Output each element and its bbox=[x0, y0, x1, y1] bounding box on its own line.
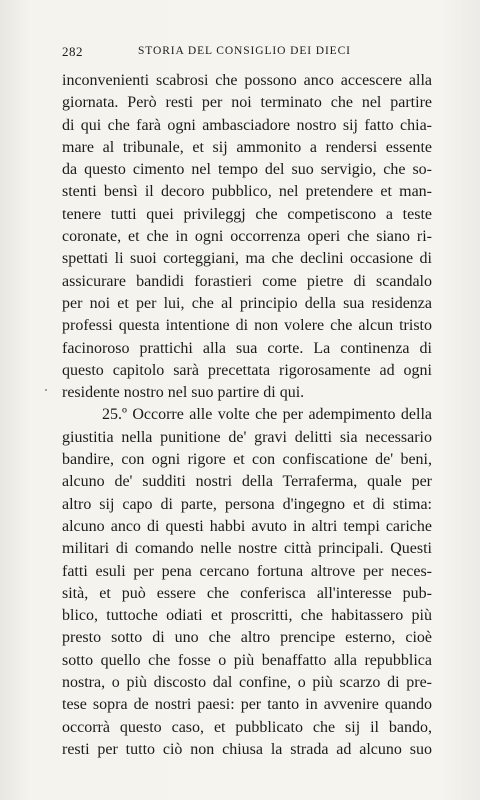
text-line: questo capitolo sarà precettata rigorosamente ad ogni bbox=[62, 361, 432, 379]
text-line: da questo cimento nel tempo del suo servigio, che so- bbox=[62, 161, 432, 179]
text-line: tenere tutti quei privileggj che competiscono a teste bbox=[62, 205, 432, 223]
text-line: blico, tuttoche odiati et proscritti, che habitassero più bbox=[62, 607, 432, 625]
margin-speck bbox=[45, 389, 47, 391]
text-line: resti per tutto ciò non chiusa la strada ad alcuno suo bbox=[62, 740, 432, 758]
text-line: militari di comando nelle nostre città principali. Questi bbox=[62, 540, 432, 558]
text-line: di qui che farà ogni ambasciadore nostro sij fatto chia- bbox=[62, 116, 432, 134]
section-start-line: 25.º Occorre alle volte che per adempimento della bbox=[102, 406, 432, 424]
text-line: inconvenienti scabrosi che possono anco accescere alla bbox=[62, 72, 432, 89]
body-text bbox=[62, 70, 432, 761]
text-line: presto sotto di uno che altro prencipe esterno, cioè bbox=[62, 629, 432, 647]
text-line: mare al tribunale, et sij ammonito a rendersi essente bbox=[62, 138, 432, 156]
text-line: altro sij capo di parte, persona d'ingegno et di stima: bbox=[62, 495, 432, 513]
page-number: 282 bbox=[62, 44, 83, 59]
text-line: sità, et può essere che conferisca all'interesse pub- bbox=[62, 584, 432, 602]
page-header bbox=[62, 44, 434, 62]
text-line: bandire, con ogni rigore et con confiscatione de' beni, bbox=[62, 451, 432, 469]
text-line: stenti bensì il decoro pubblico, nel pretendere et man- bbox=[62, 183, 432, 201]
text-line: per noi et per lui, che al principio della sua residenza bbox=[62, 294, 432, 312]
text-line: coronate, et che in ogni occorrenza operi che siano ri- bbox=[62, 228, 432, 246]
text-line: professi questa intentione di non volere che alcun tristo bbox=[62, 317, 432, 335]
text-line: sotto quello che fosse o più benaffatto alla repubblica bbox=[62, 651, 432, 669]
text-line: fatti esuli per pena cercano fortuna altrove per neces- bbox=[62, 562, 432, 580]
text-line: tese sopra de nostri paesi: per tanto in avvenire quando bbox=[62, 696, 432, 714]
text-line: alcuno de' sudditi nostri della Terraferma, quale per bbox=[62, 473, 432, 491]
text-line: spettati li suoi corteggiani, ma che declini occasione di bbox=[62, 250, 432, 268]
running-title: STORIA DEL CONSIGLIO DEI DIECI bbox=[138, 45, 351, 57]
text-line: giornata. Però resti per noi terminato che nel partire bbox=[62, 94, 432, 112]
text-line: assicurare bandidi forastieri come pietre di scandalo bbox=[62, 272, 432, 290]
text-line: alcuno anco di questi habbi avuto in altri tempi cariche bbox=[62, 517, 432, 535]
text-line: giustitia nella punitione de' gravi delitti sia necessario bbox=[62, 428, 432, 446]
paragraph-end-line: residente nostro nel suo partire di qui. bbox=[62, 384, 305, 402]
text-line: occorrà questo caso, et pubblicato che sij il bando, bbox=[62, 718, 432, 736]
text-line: nostra, o più discosto dal confine, o più scarzo di pre- bbox=[62, 674, 432, 692]
text-line: facinoroso prattichi alla sua corte. La continenza di bbox=[62, 339, 432, 357]
